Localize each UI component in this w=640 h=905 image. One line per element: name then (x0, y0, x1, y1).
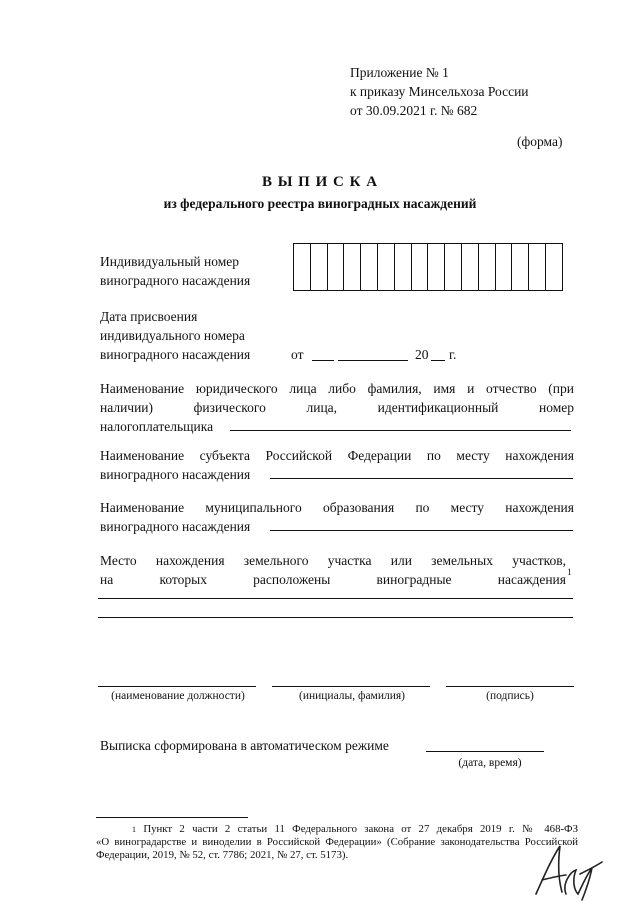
number-cell[interactable] (360, 244, 377, 290)
number-cell[interactable] (495, 244, 512, 290)
number-cell[interactable] (444, 244, 461, 290)
date-month-blank[interactable] (338, 360, 408, 361)
initials-caption: (инициалы, фамилия) (298, 690, 406, 702)
number-cell[interactable] (310, 244, 327, 290)
date-year-prefix: 20 (415, 347, 429, 362)
date-year-blank[interactable] (431, 360, 445, 361)
document-title: В Ы П И С К А (261, 174, 379, 190)
number-cell[interactable] (327, 244, 344, 290)
date-day-blank[interactable] (312, 360, 334, 361)
auto-datetime-caption: (дата, время) (458, 757, 522, 769)
handwritten-signature (528, 836, 604, 902)
document-subtitle: из федерального реестра виноградных насаждений (163, 196, 477, 211)
sign-caption: (подпись) (486, 690, 534, 702)
position-line[interactable] (98, 686, 256, 687)
order-date: от 30.09.2021 г. № 682 (350, 103, 478, 118)
sign-line[interactable] (446, 686, 574, 687)
number-cell[interactable] (427, 244, 444, 290)
auto-mode-label: Выписка сформирована в автоматическом режиме (100, 738, 389, 753)
number-cell[interactable] (394, 244, 411, 290)
entity-input-line[interactable] (230, 430, 571, 431)
number-cell[interactable] (461, 244, 478, 290)
number-cell[interactable] (528, 244, 545, 290)
appendix-header (350, 63, 590, 120)
number-cell[interactable] (377, 244, 394, 290)
location-input-line-1[interactable] (98, 598, 573, 599)
number-cell[interactable] (545, 244, 562, 290)
subject-input-line[interactable] (270, 478, 573, 479)
municipal-label: Наименование муниципального образования по месту нахождения виноградного насаждения (100, 500, 574, 534)
entity-label: Наименование юридического лица либо фамилия, имя и отчество (при наличии) физического лица, идентификационный номер налогоплательщика (100, 381, 574, 434)
location-input-line-2[interactable] (98, 617, 573, 618)
individual-number-cells[interactable] (293, 243, 563, 291)
location-footnote-mark: 1 (567, 567, 572, 577)
auto-datetime-line[interactable] (426, 751, 544, 752)
order-reference: к приказу Минсельхоза России (350, 84, 529, 99)
individual-number-label: Индивидуальный номер виноградного насаждения (100, 254, 251, 288)
footnote-text: $^1$ Пункт 2 части 2 статьи 11 Федерального закона от 27 декабря 2019 г. № 468-ФЗ «О виноградарстве и виноделии в Российской Федерации» (Собрание законодательства Российской Федерации, 2019, № 52, ст. 7786; 2021, № 27, ст. 5173). (96, 823, 578, 861)
municipal-input-line[interactable] (270, 530, 573, 531)
date-from-label: от (291, 347, 304, 362)
form-label: (форма) (517, 134, 563, 149)
location-label: Место нахождения земельного участка или земельных участков, на которых расположены виноградные насаждения (100, 553, 566, 587)
subject-label: Наименование субъекта Российской Федерации по месту нахождения виноградного насаждения (100, 448, 574, 482)
number-cell[interactable] (511, 244, 528, 290)
number-cell[interactable] (294, 244, 310, 290)
date-year-suffix: г. (449, 347, 457, 362)
number-cell[interactable] (343, 244, 360, 290)
initials-line[interactable] (272, 686, 430, 687)
assign-date-label: Дата присвоения индивидуального номера виноградного насаждения (100, 309, 251, 362)
footnote-number: 1 (132, 825, 136, 834)
footnote-separator (96, 817, 248, 818)
number-cell[interactable] (411, 244, 428, 290)
appendix-number: Приложение № 1 (350, 65, 449, 80)
position-caption: (наименование должности) (111, 690, 245, 702)
number-cell[interactable] (478, 244, 495, 290)
